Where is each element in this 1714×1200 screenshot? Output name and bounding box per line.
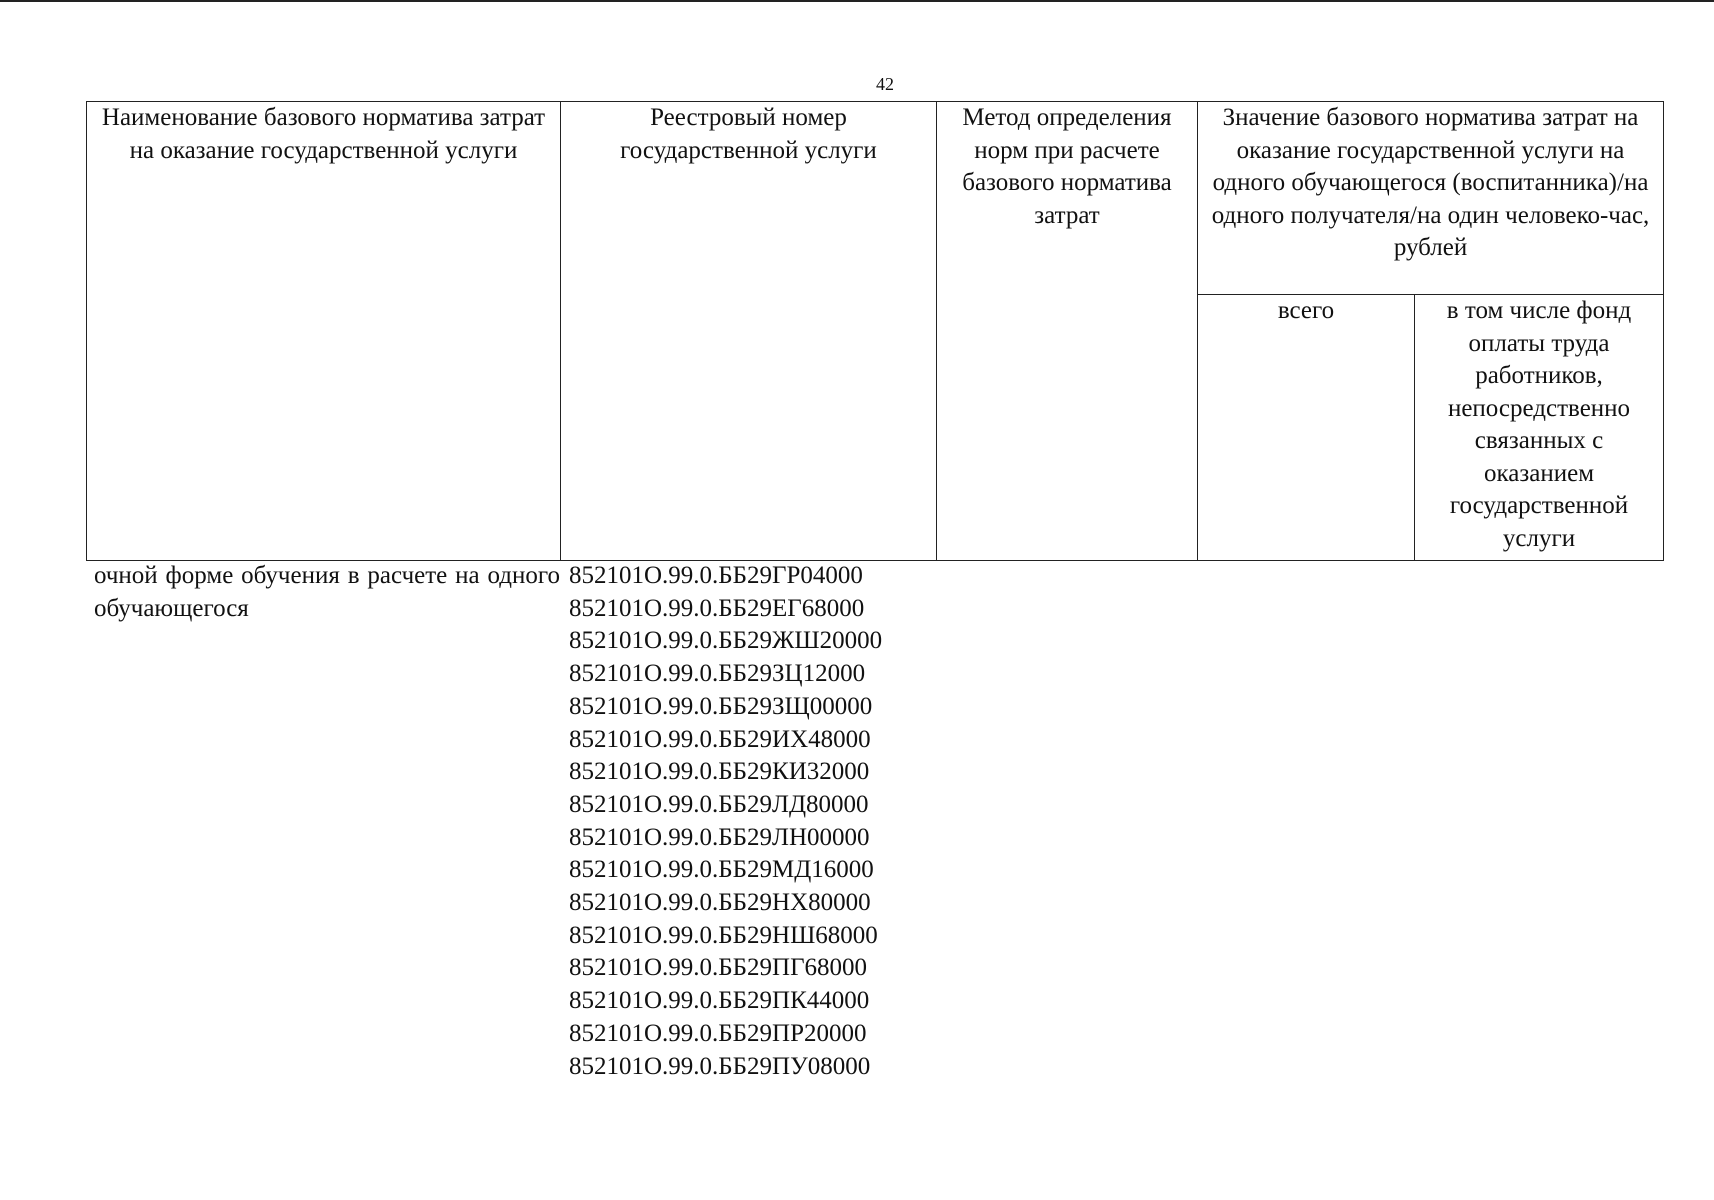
registry-codes-list (569, 560, 949, 1083)
registry-code: 852101О.99.0.ББ29ПК44000 (569, 987, 870, 1015)
registry-code: 852101О.99.0.ББ29ГР04000 (569, 562, 863, 589)
registry-code: 852101О.99.0.ББ29НХ80000 (569, 889, 871, 917)
cost-norm-header-table (86, 101, 1664, 561)
registry-code: 852101О.99.0.ББ29ПР20000 (569, 1019, 867, 1047)
registry-code: 852101О.99.0.ББ29МД16000 (569, 856, 874, 884)
registry-code: 852101О.99.0.ББ29НШ68000 (569, 921, 878, 949)
top-border-line (0, 0, 1714, 2)
page-number: 42 (876, 74, 894, 94)
header-norm-name: Наименование базового норматива затрат на оказание государственной услуги (87, 102, 561, 561)
registry-code: 852101О.99.0.ББ29ЗЦ12000 (569, 660, 866, 688)
header-including-wages: в том числе фонд оплаты труда работников, непосредственно связанных с оказанием государственной услуги (1415, 295, 1664, 561)
registry-code: 852101О.99.0.ББ29ЕГ68000 (569, 594, 865, 622)
registry-code: 852101О.99.0.ББ29ЛД80000 (569, 790, 869, 818)
header-norm-value: Значение базового норматива затрат на оказание государственной услуги на одного обучающегося (воспитанника)/на одного получателя/на один человеко-час, рублей (1198, 102, 1664, 295)
header-registry-number: Реестровый номер государственной услуги (561, 102, 937, 561)
registry-code: 852101О.99.0.ББ29ПГ68000 (569, 954, 868, 982)
registry-code: 852101О.99.0.ББ29ЛН00000 (569, 823, 870, 851)
header-total: всего (1198, 295, 1415, 561)
header-method: Метод определения норм при расчете базового норматива затрат (937, 102, 1198, 561)
registry-code: 852101О.99.0.ББ29КИ32000 (569, 758, 870, 786)
service-name-cell: очной форме обучения в расчете на одного обучающегося (94, 562, 560, 622)
registry-code: 852101О.99.0.ББ29ПУ08000 (569, 1052, 871, 1080)
registry-code: 852101О.99.0.ББ29ЗЩ00000 (569, 692, 873, 720)
registry-code: 852101О.99.0.ББ29ЖШ20000 (569, 627, 883, 655)
registry-code: 852101О.99.0.ББ29ИХ48000 (569, 725, 871, 753)
